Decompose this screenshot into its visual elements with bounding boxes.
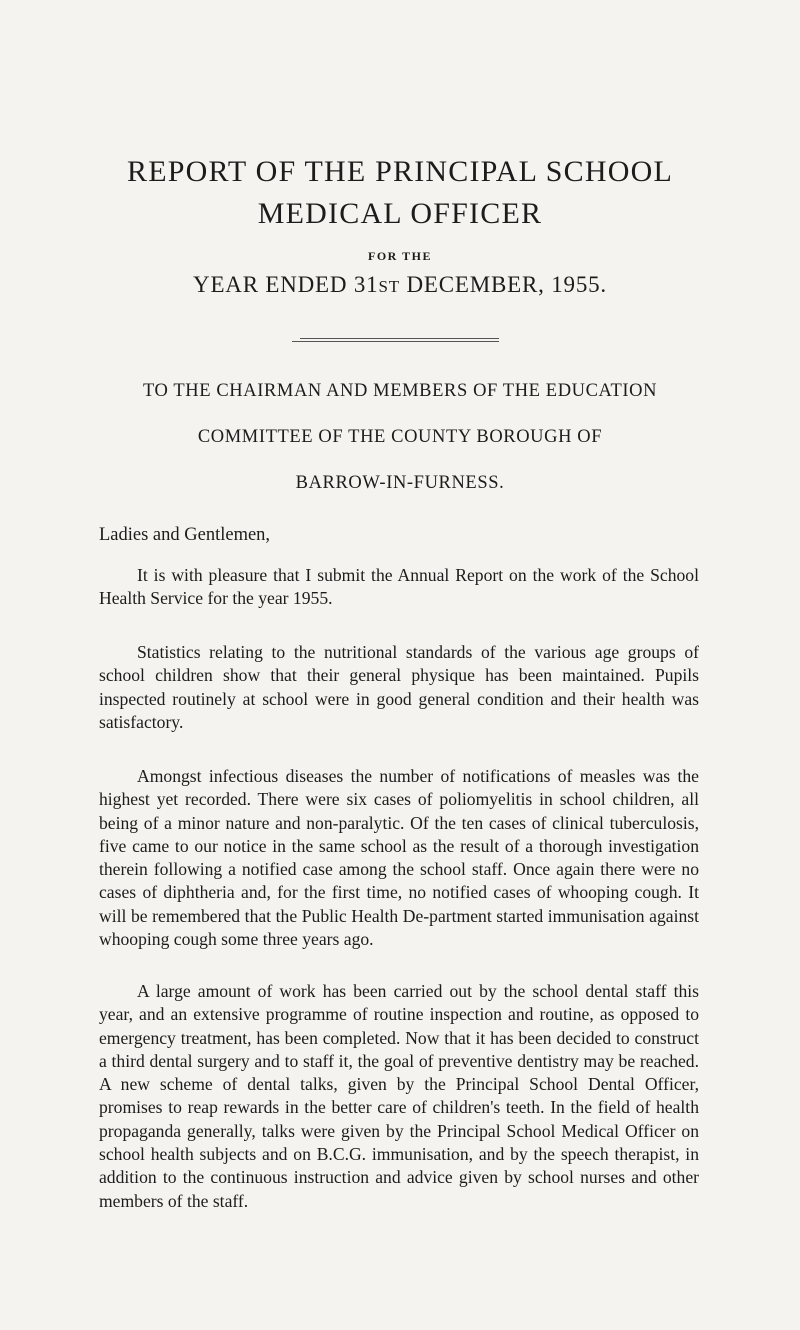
salutation: Ladies and Gentlemen, <box>99 525 271 545</box>
year-ended-heading <box>0 272 800 298</box>
year-ended-ordinal-suffix: ST <box>378 277 400 296</box>
divider-rule-top <box>300 338 499 339</box>
paragraph-3: Amongst infectious diseases the number of notifications of measles was the highest yet recorded. There were six cases of poliomyelitis in school children, all being of a minor nature and non-paralytic. Of the ten cases of clinical tuberculosis, five came to our notice in the same school as the result of a thorough investigation therein following a notified case among the school staff. Once again there were no cases of diphtheria and, for the first time, no notified cases of whooping cough. It will be remembered that the Public Health De-partment started immunisation against whooping cough some three years ago. <box>99 766 699 950</box>
for-the-label: FOR THE <box>368 249 432 263</box>
report-title-line-1: REPORT OF THE PRINCIPAL SCHOOL <box>127 155 673 188</box>
year-ended-text-a: YEAR ENDED 31 <box>193 272 379 297</box>
address-line-2: COMMITTEE OF THE COUNTY BOROUGH OF <box>197 427 603 447</box>
report-title-line-2: MEDICAL OFFICER <box>257 197 543 230</box>
paragraph-2: Statistics relating to the nutritional standards of the various age groups of school children show that their general physique has been maintained. Pupils inspected routinely at school were in good general condition and their health was satisfactory. <box>99 642 699 732</box>
paragraph-1: It is with pleasure that I submit the Annual Report on the work of the School Health Service for the year 1955. <box>99 565 699 609</box>
year-ended-text-b: DECEMBER, 1955. <box>399 272 607 297</box>
divider-rule-bottom <box>292 341 499 342</box>
address-line-1: TO THE CHAIRMAN AND MEMBERS OF THE EDUCATION <box>142 381 658 401</box>
paragraph-4: A large amount of work has been carried out by the school dental staff this year, and an extensive programme of routine inspection and routine, as opposed to emergency treatment, has been completed. Now that it has been decided to construct a third dental surgery and to staff it, the goal of preventive dentistry may be reached. A new scheme of dental talks, given by the Principal School Dental Officer, promises to reap rewards in the better care of children's teeth. In the field of health propaganda generally, talks were given by the Principal School Medical Officer on school health subjects and on B.C.G. immunisation, and by the speech therapist, in addition to the continuous instruction and advice given by school nurses and other members of the staff. <box>99 981 699 1211</box>
address-line-3: BARROW-IN-FURNESS. <box>295 473 505 493</box>
